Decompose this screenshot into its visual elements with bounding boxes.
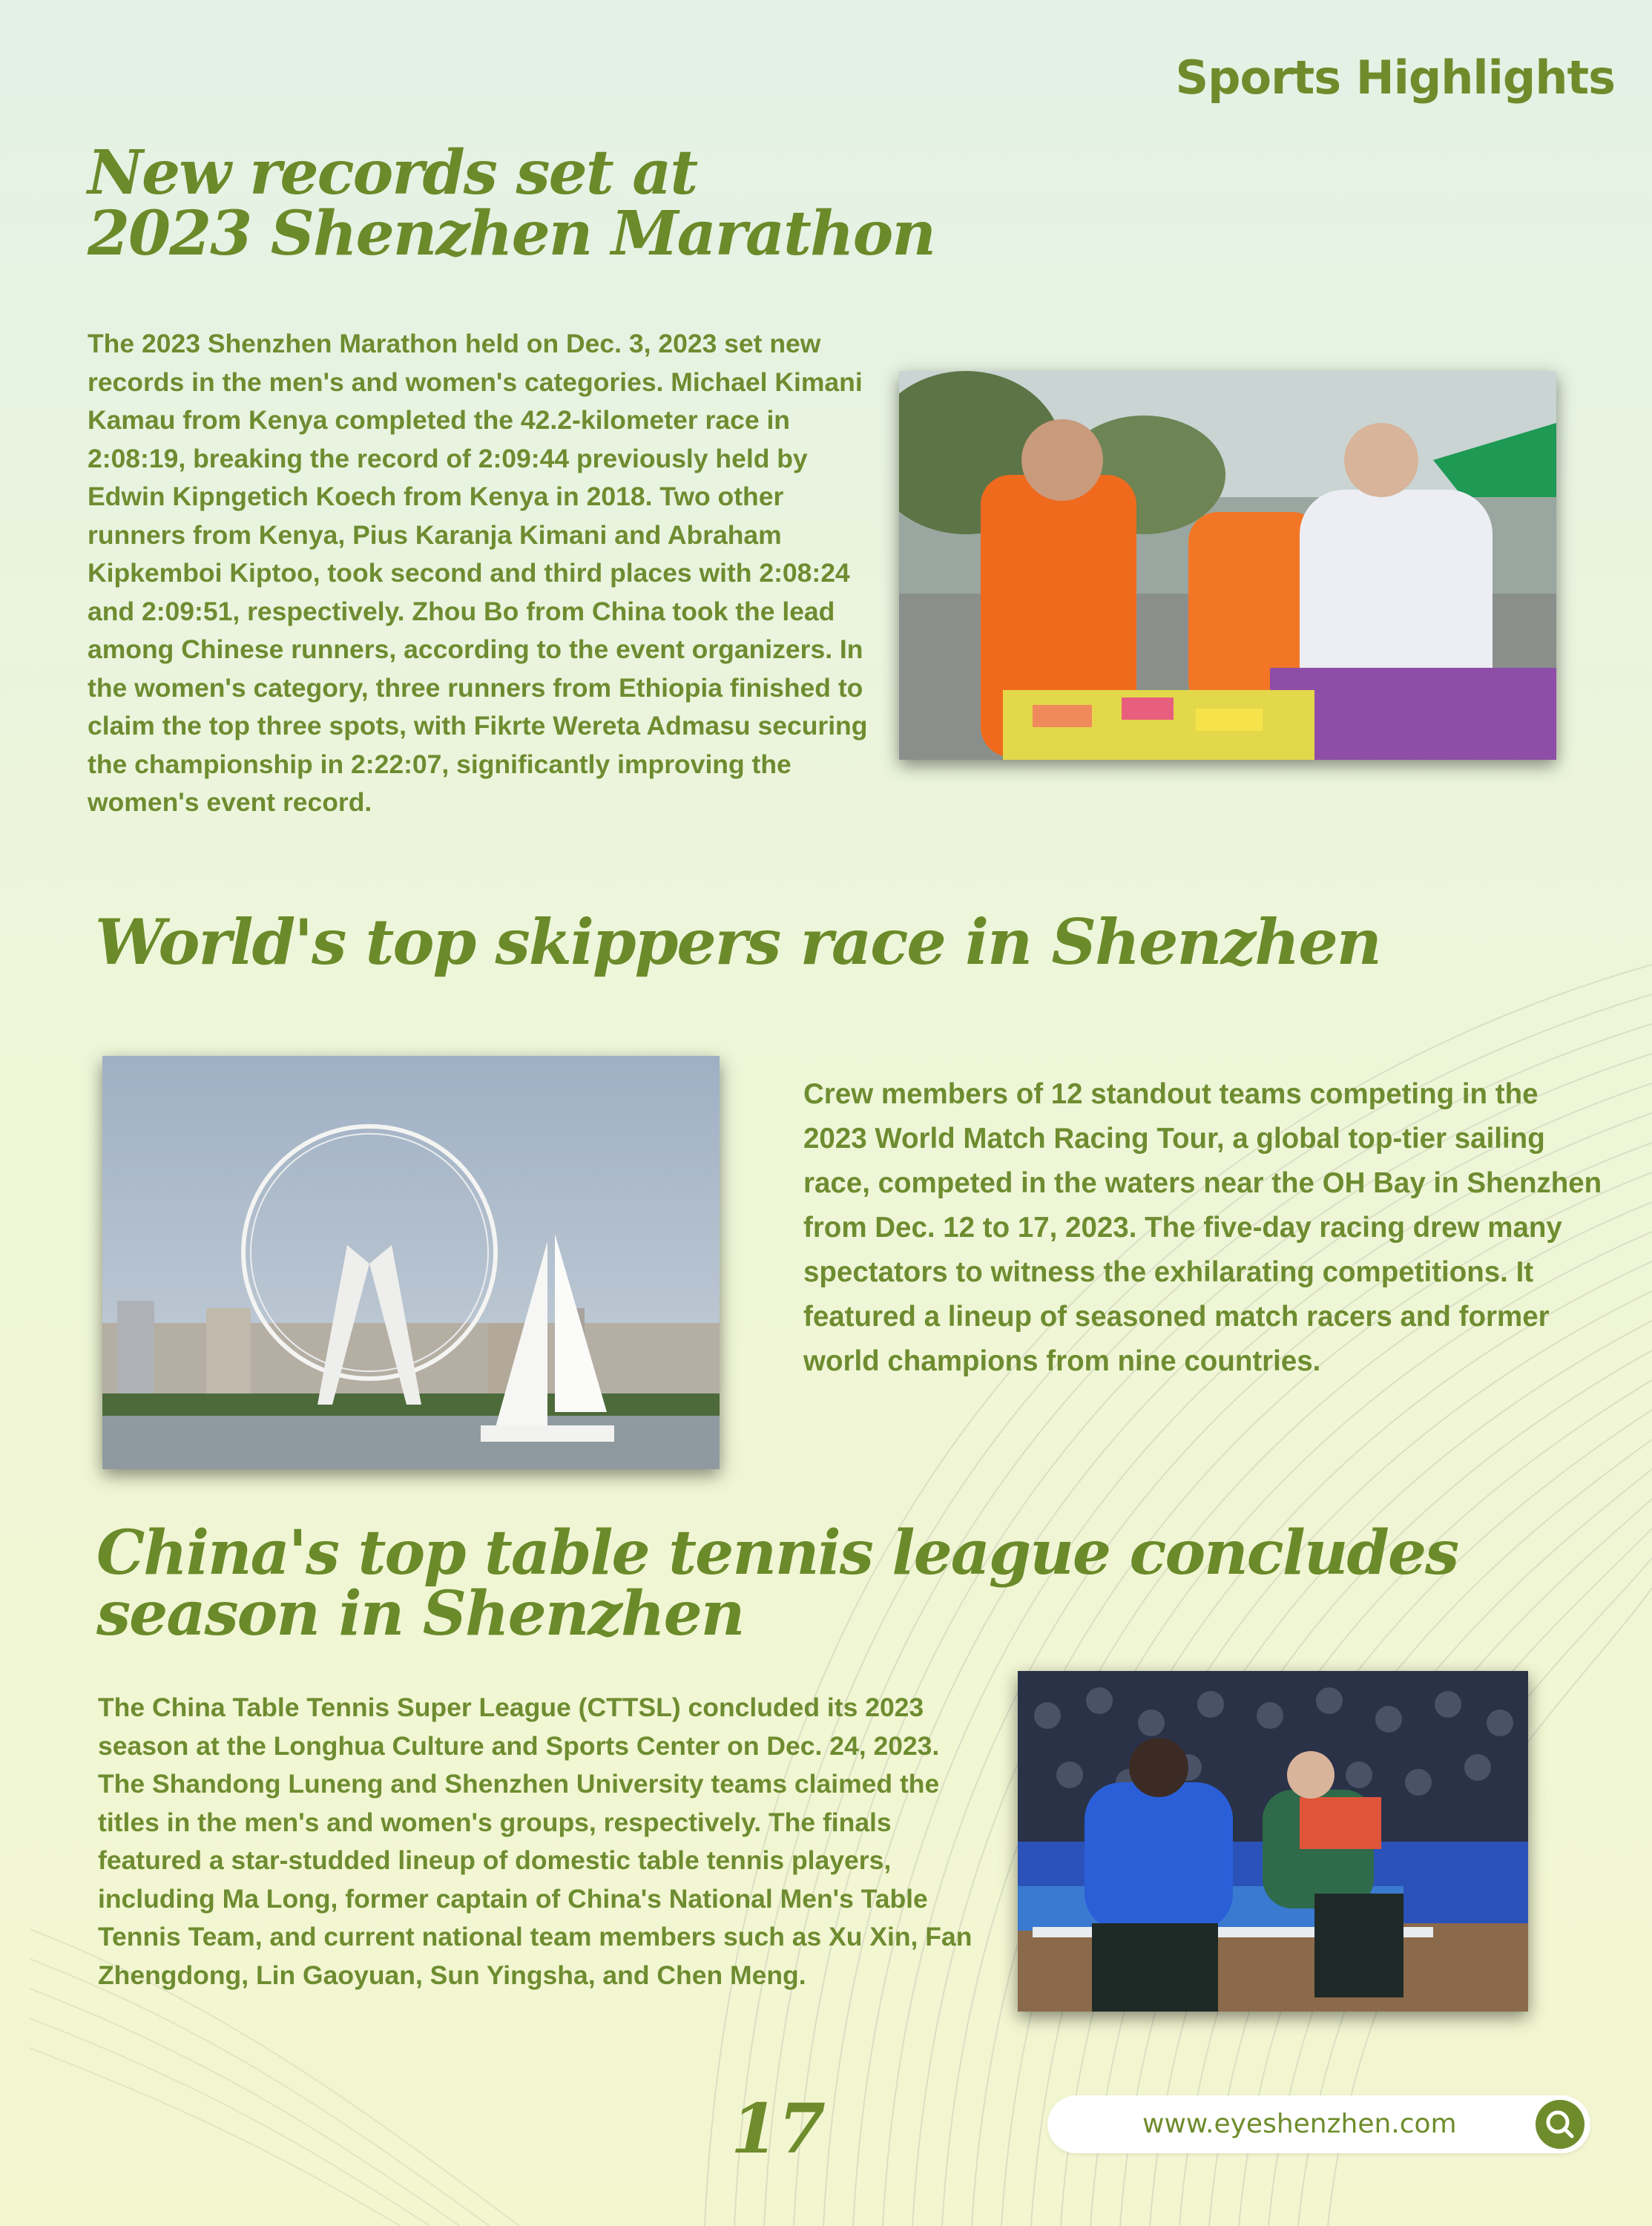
website-url[interactable]: www.eyeshenzhen.com (1142, 2109, 1457, 2139)
table-tennis-photo (1018, 1671, 1528, 2012)
headline-line: China's top table tennis league concludes (96, 1517, 1458, 1589)
table-tennis-headline (96, 1517, 1506, 1649)
table-tennis-body: The China Table Tennis Super League (CTTSL) concluded its 2023 season at the Longhua Culture and Sports Center on Dec. 24, 2023. The Shandong Luneng and Shenzhen University teams claimed the titles in the men's and women's groups, respectively. The finals featured a star-studded lineup of domestic table tennis players, including Ma Long, former captain of China's National Men's Table Tennis Team, and current national team members such as Xu Xin, Fan Zhengdong, Lin Gaoyuan, Sun Yingsha, and Chen Meng. (98, 1693, 973, 1990)
headline-line: 2023 Shenzhen Marathon (88, 198, 935, 269)
sailing-photo (102, 1056, 720, 1469)
website-pill[interactable] (1047, 2095, 1590, 2153)
page-number: 17 (731, 2089, 826, 2169)
marathon-body: The 2023 Shenzhen Marathon held on Dec. 3, 2023 set new records in the men's and women's categories. Michael Kimani Kamau from Kenya completed the 42.2-kilometer race in 2:08:19, breaking the record of 2:09:44 previously held by Edwin Kipngetich Koech from Kenya in 2018. Two other runners from Kenya, Pius Karanja Kimani and Abraham Kipkemboi Kiptoo, took second and third places with 2:08:24 and 2:09:51, respectively. Zhou Bo from China took the lead among Chinese runners, according to the event organizers. In the women's category, three runners from Ethiopia finished to claim the top three spots, with Fikrte Wereta Admasu securing the championship in 2:22:07, significantly improving the women's event record. (88, 329, 868, 817)
sailing-headline (95, 905, 1504, 979)
search-icon[interactable] (1536, 2100, 1584, 2149)
headline-line: World's top skippers race in Shenzhen (95, 905, 1380, 979)
marathon-photo (899, 371, 1556, 760)
sailing-body: Crew members of 12 standout teams competing in the 2023 World Match Racing Tour, a global top-tier sailing race, competed in the waters near the OH Bay in Shenzhen from Dec. 12 to 17, 2023. The five-day racing drew many spectators to witness the exhilarating competitions. It featured a lineup of seasoned match racers and former world champions from nine countries. (803, 1078, 1602, 1377)
marathon-headline (88, 137, 1052, 269)
headline-line: season in Shenzhen (96, 1578, 744, 1649)
headline-line: New records set at (88, 137, 697, 209)
section-label: Sports Highlights (1175, 50, 1615, 105)
